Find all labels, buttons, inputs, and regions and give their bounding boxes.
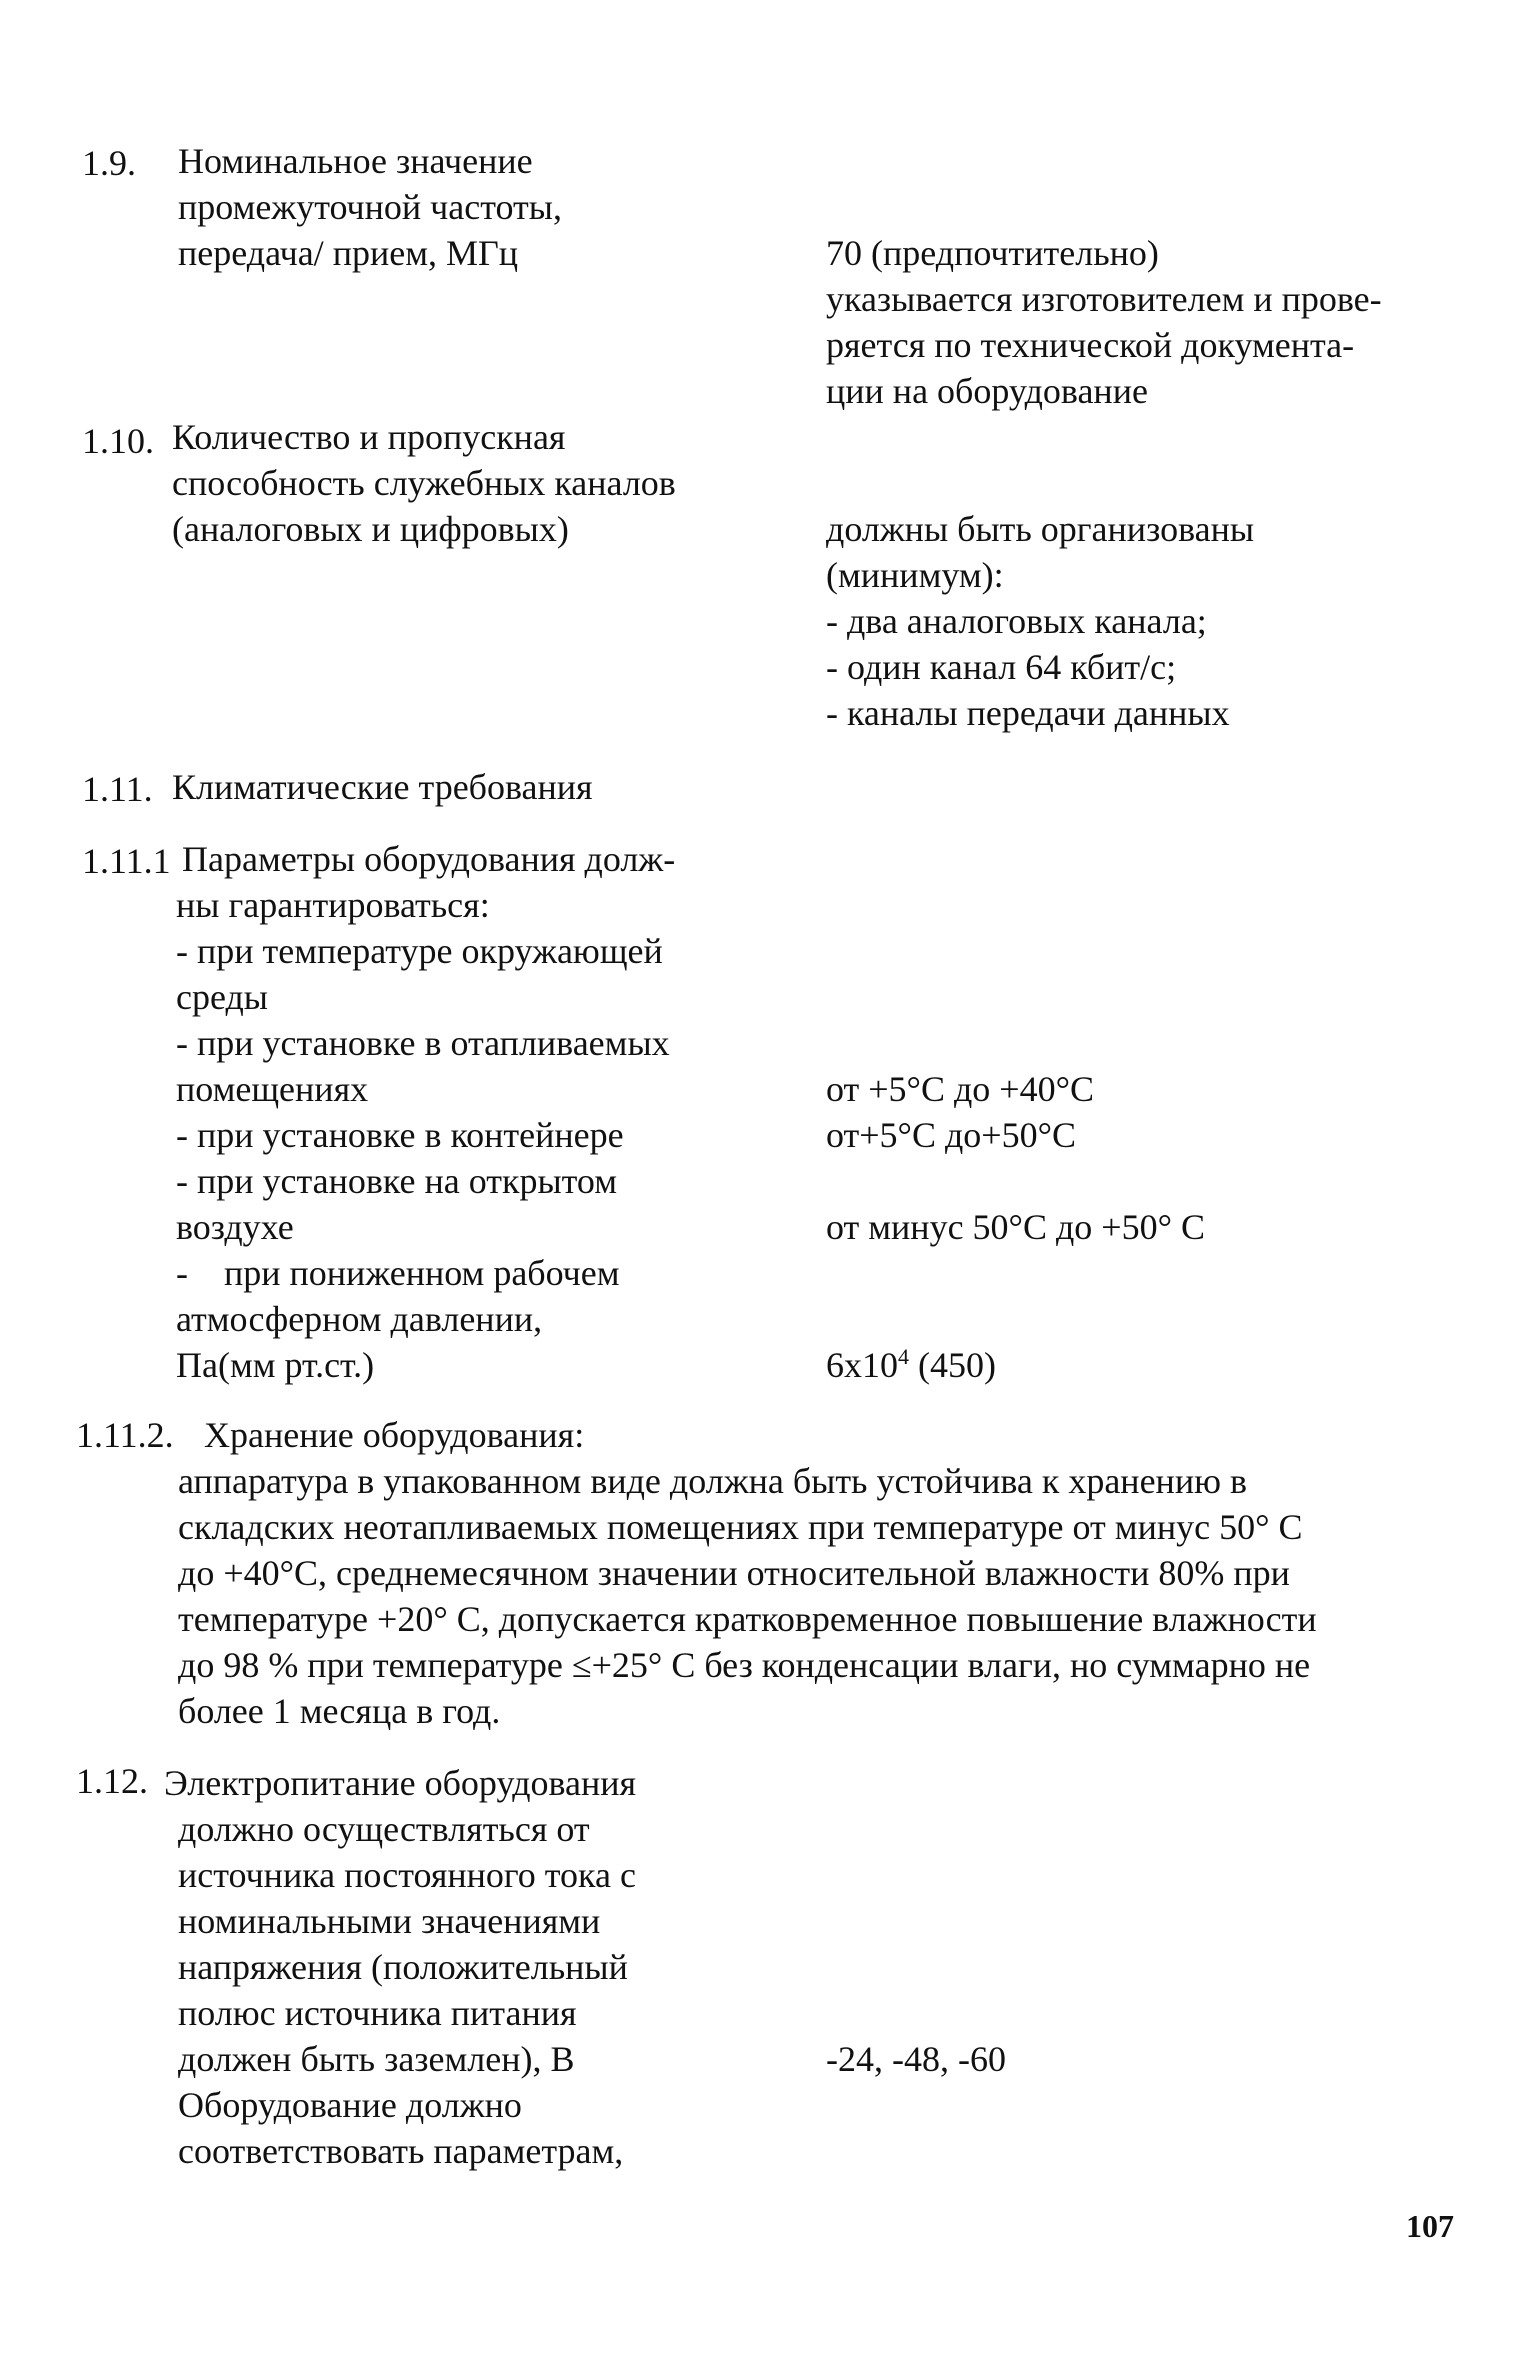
section-1-12-line-3: источника постоянного тока с <box>178 1855 636 1895</box>
section-1-11-2-line-4: температуре +20° С, допускается кратковременное повышение влажности <box>178 1599 1317 1639</box>
section-1-11-1-line-1: Параметры оборудования долж- <box>182 839 676 879</box>
section-1-11-1-value-outdoor: от минус 50°С до +50° С <box>826 1207 1205 1247</box>
section-1-10-line-1: Количество и пропускная <box>172 417 566 457</box>
section-1-10-value-3: - два аналоговых канала; <box>826 601 1207 641</box>
section-1-11-2-title: Хранение оборудования: <box>204 1415 585 1455</box>
section-1-11-1-line-9: воздухе <box>176 1207 294 1247</box>
section-1-12-line-8: Оборудование должно <box>178 2085 522 2125</box>
section-1-11-1-line-5: - при установке в отапливаемых <box>176 1023 670 1063</box>
section-1-12-line-5: напряжения (положительный <box>178 1947 628 1987</box>
section-1-10-line-3: (аналоговых и цифровых) <box>172 509 569 549</box>
section-1-11-1-line-2: ны гарантироваться: <box>176 885 490 925</box>
section-1-12-line-4: номинальными значениями <box>178 1901 601 1941</box>
section-1-11-1-line-8: - при установке на открытом <box>176 1161 618 1201</box>
section-1-11-title: Климатические требования <box>172 767 593 807</box>
section-1-10-value-4: - один канал 64 кбит/с; <box>826 647 1177 687</box>
section-1-11-2-line-5: до 98 % при температуре ≤+25° С без конденсации влаги, но суммарно не <box>178 1645 1311 1685</box>
section-1-11-2-line-6: более 1 месяца в год. <box>178 1691 501 1731</box>
section-1-12-value-voltage: -24, -48, -60 <box>826 2039 1006 2079</box>
section-1-11-1-value-heated: от +5°С до +40°С <box>826 1069 1094 1109</box>
pressure-tail: (450) <box>909 1345 996 1385</box>
section-1-10-value-5: - каналы передачи данных <box>826 693 1230 733</box>
section-1-9-value-3: ряется по технической документа- <box>826 325 1355 365</box>
section-number-1-11: 1.11. <box>82 769 153 809</box>
section-1-11-1-line-12: Па(мм рт.ст.) <box>176 1345 375 1385</box>
section-number-1-10: 1.10. <box>82 421 154 461</box>
section-1-11-1-line-10: - при пониженном рабочем <box>176 1253 620 1293</box>
section-1-11-1-line-4: среды <box>176 977 268 1017</box>
section-1-9-value-1: 70 (предпочтительно) <box>826 233 1159 273</box>
section-1-11-1-value-pressure <box>826 1342 996 1388</box>
section-1-11-2-line-3: до +40°С, среднемесячном значении относительной влажности 80% при <box>178 1553 1290 1593</box>
section-1-12-line-9: соответствовать параметрам, <box>178 2131 624 2171</box>
section-1-11-2-line-2: складских неотапливаемых помещениях при температуре от минус 50° С <box>178 1507 1303 1547</box>
section-1-11-1-line-6: помещениях <box>176 1069 369 1109</box>
section-number-1-11-2: 1.11.2. <box>76 1415 174 1455</box>
page-number: 107 <box>1406 2208 1454 2244</box>
section-1-10-value-2: (минимум): <box>826 555 1004 595</box>
section-1-12-line-7: должен быть заземлен), В <box>178 2039 575 2079</box>
section-1-9-line-1: Номинальное значение <box>178 141 533 181</box>
pressure-exponent: 4 <box>898 1344 909 1369</box>
section-1-11-1-line-7: - при установке в контейнере <box>176 1115 624 1155</box>
section-1-12-line-1: Электропитание оборудования <box>164 1763 637 1803</box>
section-1-11-1-line-3: - при температуре окружающей <box>176 931 663 971</box>
section-number-1-11-1: 1.11.1 <box>82 841 171 881</box>
section-1-12-line-6: полюс источника питания <box>178 1993 577 2033</box>
section-1-11-1-line-11: атмосферном давлении, <box>176 1299 543 1339</box>
section-1-9-line-3: передача/ прием, МГц <box>178 233 519 273</box>
section-1-11-1-value-container: от+5°С до+50°С <box>826 1115 1076 1155</box>
pressure-base: 6x10 <box>826 1345 898 1385</box>
section-1-9-value-4: ции на оборудование <box>826 371 1148 411</box>
section-1-12-line-2: должно осуществляться от <box>178 1809 590 1849</box>
section-number-1-9: 1.9. <box>82 143 136 183</box>
section-1-9-line-2: промежуточной частоты, <box>178 187 562 227</box>
section-1-10-value-1: должны быть организованы <box>826 509 1255 549</box>
section-number-1-12: 1.12. <box>76 1761 148 1801</box>
section-1-11-2-line-1: аппаратура в упакованном виде должна быть устойчива к хранению в <box>178 1461 1247 1501</box>
section-1-9-value-2: указывается изготовителем и прове- <box>826 279 1382 319</box>
section-1-10-line-2: способность служебных каналов <box>172 463 676 503</box>
